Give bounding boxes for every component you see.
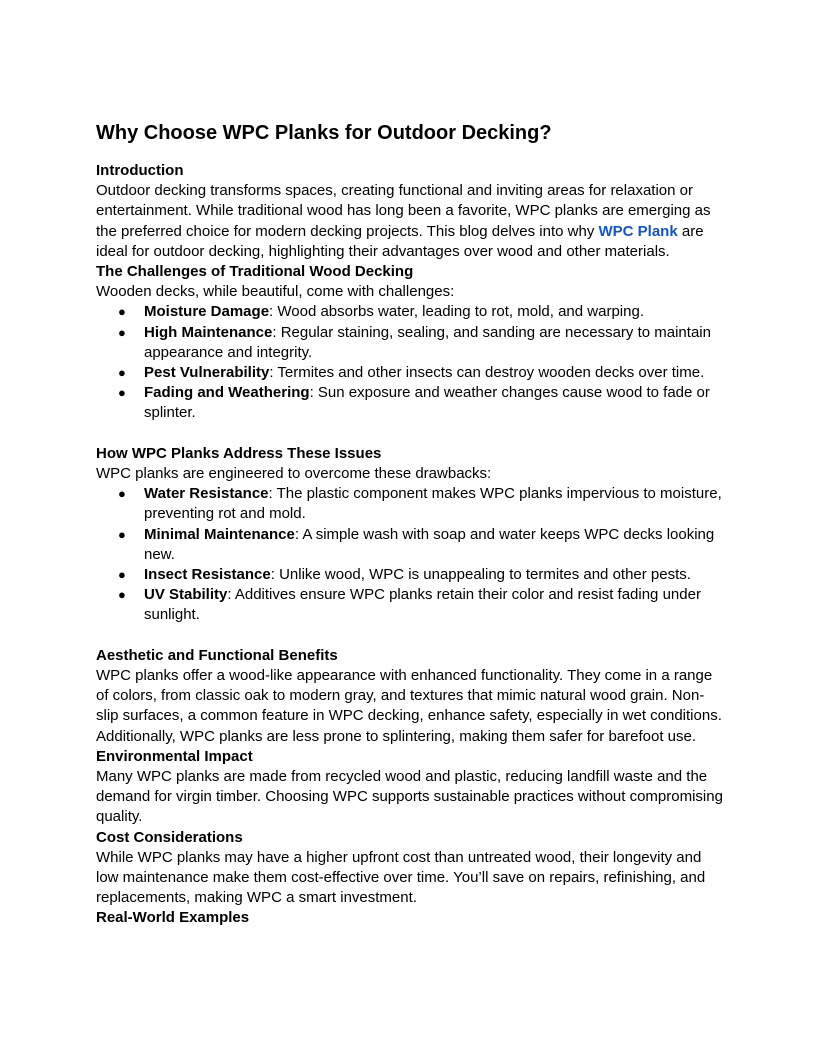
list-item-term: Fading and Weathering (144, 384, 310, 402)
bullet-icon: ● (118, 587, 126, 603)
bullet-icon: ● (118, 385, 126, 401)
bullet-icon: ● (118, 567, 126, 583)
page-title: Why Choose WPC Planks for Outdoor Decking? (96, 122, 552, 144)
list-item-desc: : Wood absorbs water, leading to rot, mold, and warping. (269, 303, 644, 321)
list-item (96, 302, 726, 322)
list-item-term: High Maintenance (144, 323, 273, 341)
list-item-desc: : Unlike wood, WPC is unappealing to termites and other pests. (270, 566, 691, 584)
aesthetic-section (96, 646, 726, 747)
blank-line (96, 626, 726, 646)
environment-heading: Environmental Impact (96, 747, 253, 765)
challenges-list (96, 302, 726, 423)
bullet-icon: ● (118, 526, 126, 542)
bullet-icon: ● (118, 304, 126, 320)
aesthetic-paragraph: WPC planks offer a wood-like appearance with enhanced functionality. They come in a range of colors, from classic oak to modern gray, and textures that mimic natural wood grain. Non-slip surfaces, a common feature in WPC decking, enhance safety, especially in wet conditions. Additionally, WPC planks are less prone to splintering, making them safer for barefoot use. (96, 667, 722, 745)
list-item (96, 383, 726, 423)
challenges-heading: The Challenges of Traditional Wood Decking (96, 263, 414, 281)
list-item (96, 525, 726, 565)
cost-heading: Cost Considerations (96, 828, 243, 846)
list-item-desc: : Termites and other insects can destroy wooden decks over time. (269, 364, 705, 382)
intro-heading: Introduction (96, 162, 184, 179)
intro-text-before: Outdoor decking transforms spaces, creating functional and inviting areas for relaxation or entertainment. While traditional wood has long been a favorite, WPC planks are emerging as the preferred choice for modern decking projects. This blog delves into why (96, 182, 711, 240)
list-item (96, 323, 726, 363)
bullet-icon: ● (118, 324, 126, 340)
environment-section (96, 747, 726, 828)
list-item (96, 565, 726, 585)
list-item-desc: : Additives ensure WPC planks retain their color and resist fading under sunlight. (144, 586, 701, 624)
solutions-lead: WPC planks are engineered to overcome these drawbacks: (96, 465, 492, 483)
examples-heading: Real-World Examples (96, 909, 250, 927)
blank-line (96, 424, 726, 444)
intro-paragraph (96, 181, 726, 262)
list-item (96, 585, 726, 625)
examples-section (96, 908, 726, 928)
solutions-section (96, 444, 726, 626)
intro-section (96, 161, 726, 262)
list-item-desc: : A simple wash with soap and water keeps WPC decks looking new. (144, 525, 715, 563)
list-item-term: Insect Resistance (144, 566, 271, 584)
environment-paragraph: Many WPC planks are made from recycled wood and plastic, reducing landfill waste and the demand for virgin timber. Choosing WPC supports sustainable practices without compromising quality. (96, 768, 723, 826)
list-item-term: Moisture Damage (144, 303, 270, 321)
list-item (96, 484, 726, 524)
solutions-list (96, 484, 726, 625)
list-item-desc: : The plastic component makes WPC planks impervious to moisture, preventing rot and mold. (144, 485, 722, 523)
list-item-term: Water Resistance (144, 485, 269, 503)
bullet-icon: ● (118, 365, 126, 381)
list-item (96, 363, 726, 383)
cost-paragraph: While WPC planks may have a higher upfront cost than untreated wood, their longevity and low maintenance make them cost-effective over time. You’ll save on repairs, refinishing, and replacements, making WPC a smart investment. (96, 848, 706, 907)
list-item-desc: : Regular staining, sealing, and sanding are necessary to maintain appearance and integrity. (144, 323, 711, 361)
bullet-icon: ● (118, 486, 126, 502)
list-item-desc: : Sun exposure and weather changes cause wood to fade or splinter. (144, 384, 710, 422)
list-item-term: Pest Vulnerability (144, 364, 270, 382)
challenges-lead: Wooden decks, while beautiful, come with challenges: (96, 283, 455, 301)
intro-text-after: are ideal for outdoor decking, highlighting their advantages over wood and other materials. (96, 222, 704, 260)
list-item-term: UV Stability (144, 586, 228, 604)
solutions-heading: How WPC Planks Address These Issues (96, 444, 382, 462)
aesthetic-heading: Aesthetic and Functional Benefits (96, 646, 338, 664)
challenges-section (96, 262, 726, 424)
list-item-term: Minimal Maintenance (144, 525, 295, 543)
cost-section (96, 828, 726, 909)
document-page (96, 118, 726, 929)
wpc-plank-link[interactable]: WPC Plank (598, 222, 678, 240)
